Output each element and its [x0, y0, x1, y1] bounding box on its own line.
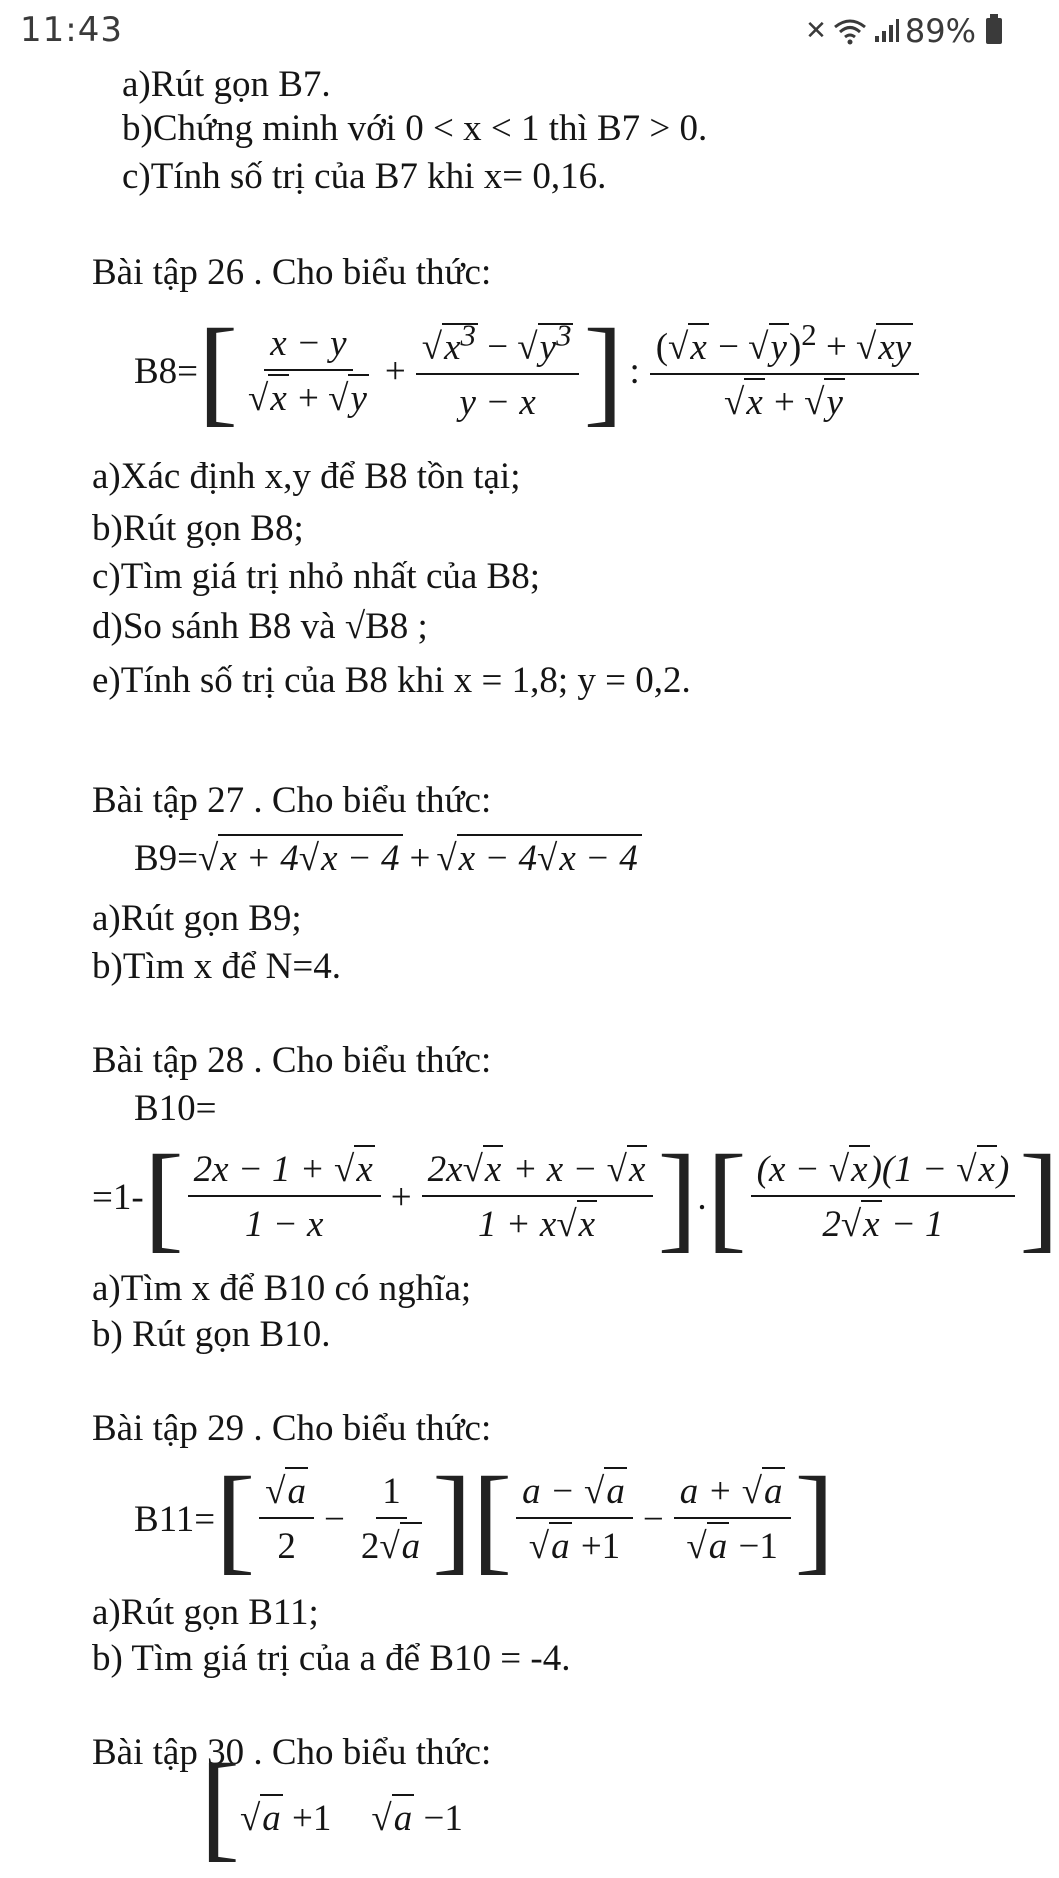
ex26-formula: B8= [ $\frac{x - y}{√x + √y}$ + $\frac{√x^3 - √y^3}{y - x}$ ] : $\frac{(√x - √y)^2 + √xy}{√x + √y}$: [134, 296, 923, 446]
status-time: 11:43: [20, 10, 123, 50]
ex28-heading: Bài tập 28 . Cho biểu thức:: [92, 1040, 492, 1081]
ex28-item-a: a)Tìm x để B10 có nghĩa;: [92, 1268, 472, 1309]
ex28-formula: =1- [ $\frac{2x - 1 + √x}{1 - x}$ + $\frac{2x√x + x - √x}{1 + x√x}$ ] . [ $\frac{(x - √x)(1 - √x)}{2√x - 1}$ ]: [92, 1130, 1059, 1263]
ex26-item-a: a)Xác định x,y để B8 tồn tại;: [92, 456, 521, 497]
ex29-item-a: a)Rút gọn B11;: [92, 1592, 319, 1633]
ex26-item-c: c)Tìm giá trị nhỏ nhất của B8;: [92, 556, 540, 597]
ex29-formula: B11= [ $\frac{√a}{2}$ − $\frac{1}{2√a}$ ][ $\frac{a - √a}{√a +1}$ − $\frac{a + √a}{√a -1}$ ]: [134, 1452, 835, 1585]
b7-item-b: b)Chứng minh với 0 < x < 1 thì B7 > 0.: [122, 108, 708, 149]
ex26-item-e: e)Tính số trị của B8 khi x = 1,8; y = 0,2.: [92, 660, 691, 701]
ex28-item-b: b) Rút gọn B10.: [92, 1314, 331, 1355]
ex26-heading: Bài tập 26 . Cho biểu thức:: [92, 252, 492, 293]
ex27-formula: B9= √x + 4√x − 4 + √x − 4√x − 4: [134, 828, 642, 888]
ex26-formula-label: B8=: [134, 350, 199, 392]
ex29-item-b: b) Tìm giá trị của a để B10 = -4.: [92, 1638, 571, 1679]
ex26-item-b: b)Rút gọn B8;: [92, 508, 304, 549]
ex27-item-a: a)Rút gọn B9;: [92, 898, 302, 939]
b7-item-a: a)Rút gọn B7.: [122, 64, 331, 105]
ex29-heading: Bài tập 29 . Cho biểu thức:: [92, 1408, 492, 1449]
ex27-heading: Bài tập 27 . Cho biểu thức:: [92, 780, 492, 821]
b7-item-c: c)Tính số trị của B7 khi x= 0,16.: [122, 156, 607, 197]
battery-percent: 89%: [904, 12, 976, 50]
ex27-item-b: b)Tìm x để N=4.: [92, 946, 341, 987]
ex30-heading: Bài tập 30 . Cho biểu thức:: [92, 1732, 492, 1773]
ex30-formula-partial: [ √a +1 √a −1: [200, 1739, 463, 1872]
ex26-item-d: d)So sánh B8 và √B8 ;: [92, 606, 428, 647]
ex28-formula-label: B10=: [134, 1088, 217, 1129]
mute-icon: ✕: [805, 16, 827, 46]
